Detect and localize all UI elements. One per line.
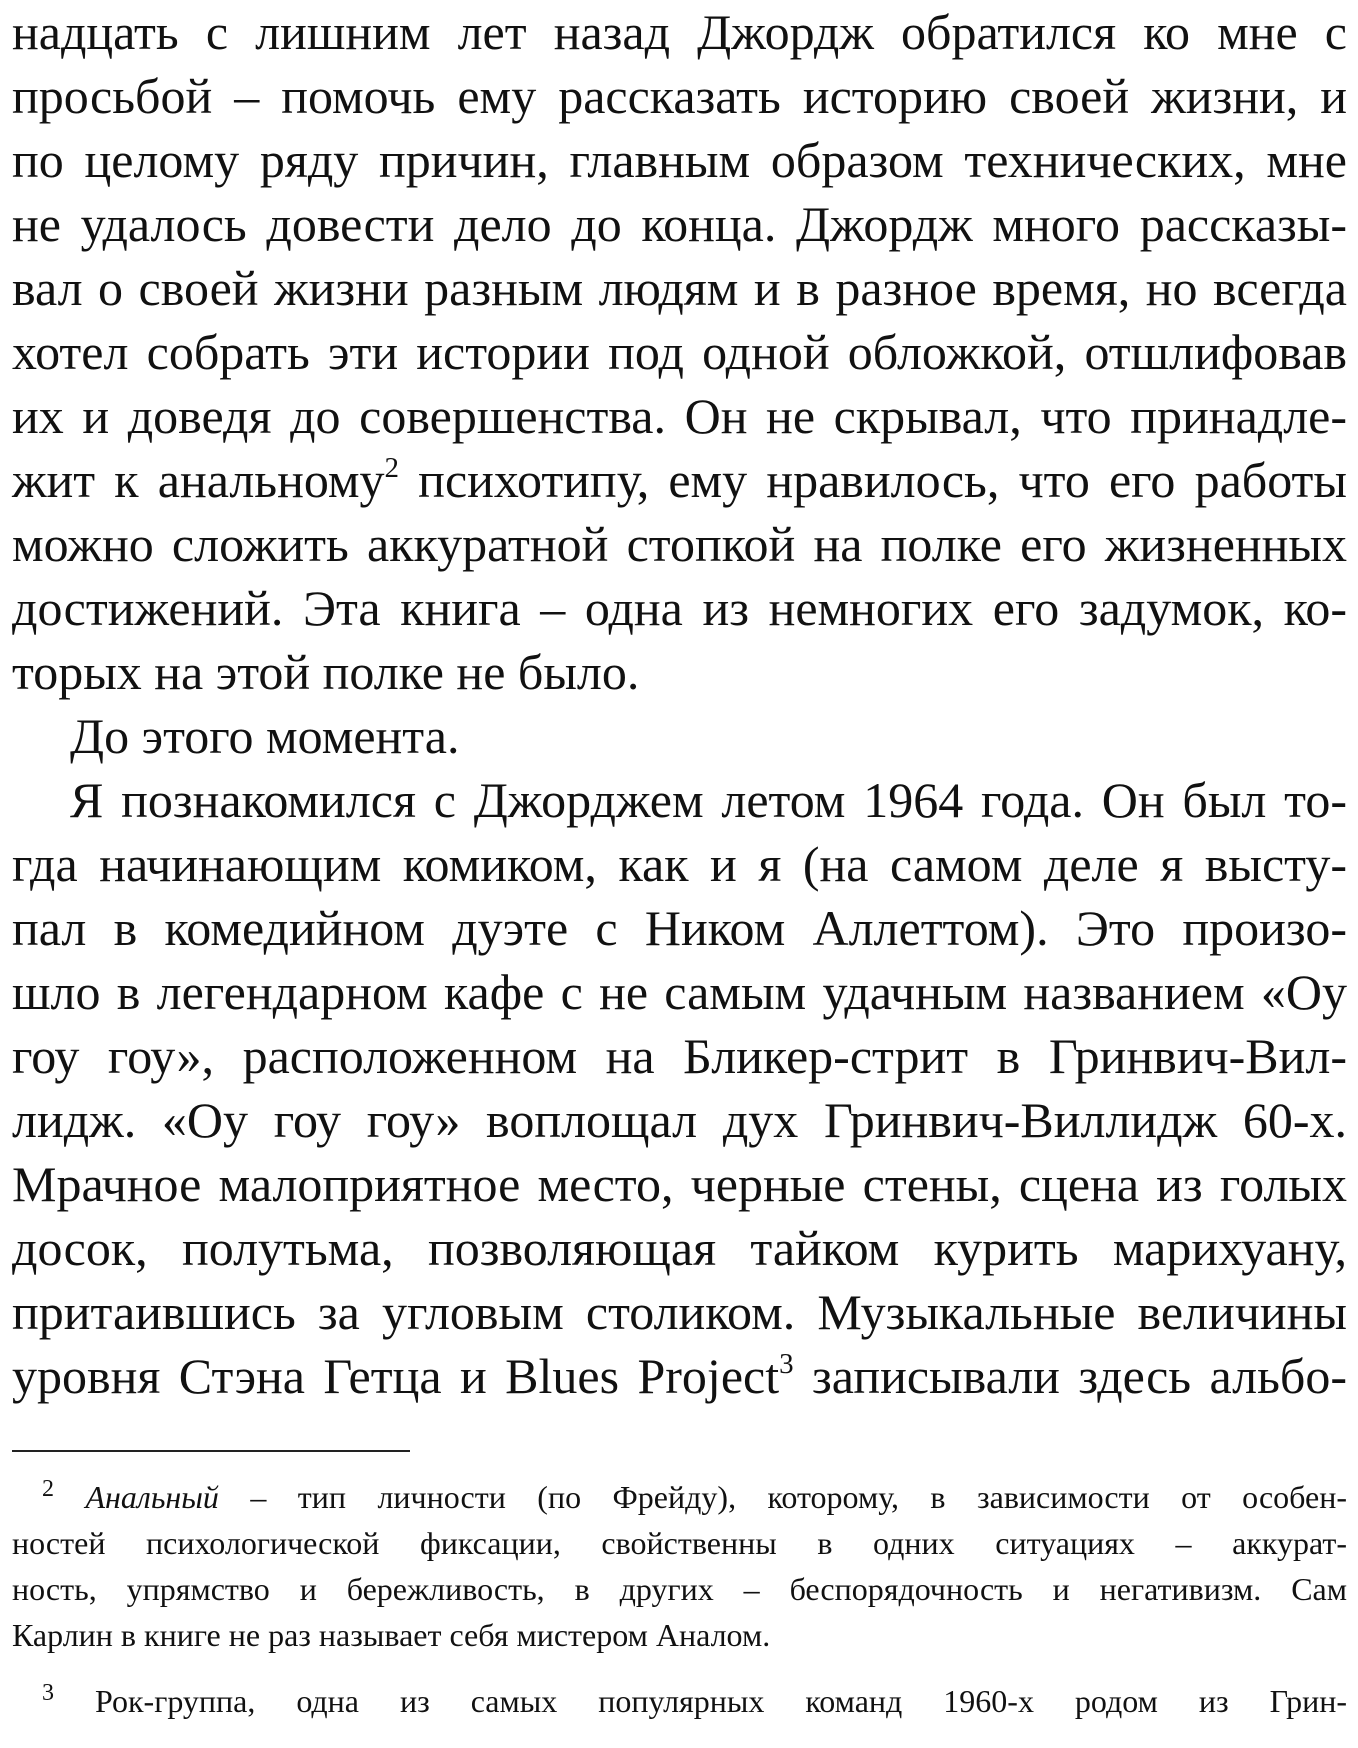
text-line-with-footnote-ref [12,1344,1347,1408]
text-line: гда начинающим комиком, как и я (на самом деле я высту- [12,836,1347,892]
text-line: по целому ряду причин, главным образом технических, мне [12,132,1347,188]
footnote-line [12,1474,1347,1520]
text-line: не удалось довести дело до конца. Джордж много рассказы- [12,196,1347,252]
text-line-with-footnote-ref [12,448,1347,512]
footnote-number: 2 [42,1476,54,1502]
text-fragment: психотипу, ему нравилось, что его работы [399,452,1347,508]
text-line: их и доведя до совершенства. Он не скрывал, что принадле- [12,388,1347,444]
footnote-line [12,1678,1347,1724]
paragraph-1 [12,0,1347,704]
footnote-line: Карлин в книге не раз называет себя мистером Аналом. [12,1617,771,1653]
footnotes [12,1474,1347,1724]
footnote-number: 3 [42,1680,54,1706]
footnote-line: ностей психологической фиксации, свойственны в одних ситуациях – аккурат- [12,1525,1347,1561]
text-line: хотел собрать эти истории под одной обложкой, отшлифовав [12,324,1347,380]
paragraph-2 [12,704,1347,768]
text-fragment: – тип личности (по Фрейду), которому, в зависимости от особен- [218,1479,1348,1515]
paragraph-3 [12,768,1347,1408]
footnote-term: Анальный [85,1479,219,1515]
text-line: До этого момента. [70,708,460,764]
text-line: вал о своей жизни разным людям и в разное время, но всегда [12,260,1347,316]
text-fragment: уровня Стэна Гетца и Blues Project [12,1348,780,1404]
text-fragment: записывали здесь альбо- [793,1348,1347,1404]
text-line: можно сложить аккуратной стопкой на полке его жизненных [12,516,1347,572]
text-fragment: Рок-группа, одна из самых популярных команд 1960-х родом из Грин- [94,1683,1348,1719]
text-line: Я познакомился с Джорджем летом 1964 года. Он был то- [70,772,1347,828]
text-line: просьбой – помочь ему рассказать историю своей жизни, и [12,68,1347,124]
text-line: торых на этой полке не было. [12,644,640,700]
text-line: лидж. «Оу гоу гоу» воплощал дух Гринвич-Виллидж 60-х. [12,1092,1347,1148]
text-line: пал в комедийном дуэте с Ником Аллеттом). Это произо- [12,900,1347,956]
text-line: досок, полутьма, позволяющая тайком курить марихуану, [12,1220,1347,1276]
main-text [12,0,1347,1408]
text-line: достижений. Эта книга – одна из немногих его задумок, ко- [12,580,1347,636]
footnote-divider [12,1450,410,1452]
footnote-line: ность, упрямство и бережливость, в других – беспорядочность и негативизм. Сам [12,1571,1347,1607]
text-line: шло в легендарном кафе с не самым удачным названием «Оу [12,964,1347,1020]
footnote-ref-3[interactable]: 3 [779,1348,794,1381]
footnote-2 [12,1474,1347,1658]
text-line: надцать с лишним лет назад Джордж обратился ко мне с [12,4,1347,60]
text-line: гоу гоу», расположенном на Бликер-стрит в Гринвич-Вил- [12,1028,1347,1084]
footnote-3 [12,1678,1347,1724]
footnote-ref-2[interactable]: 2 [384,452,400,485]
text-line: притаившись за угловым столиком. Музыкальные величины [12,1284,1347,1340]
page-body [12,0,1347,1408]
text-line: Мрачное малоприятное место, черные стены, сцена из голых [12,1156,1347,1212]
text-fragment: жит к анальному [12,452,385,508]
